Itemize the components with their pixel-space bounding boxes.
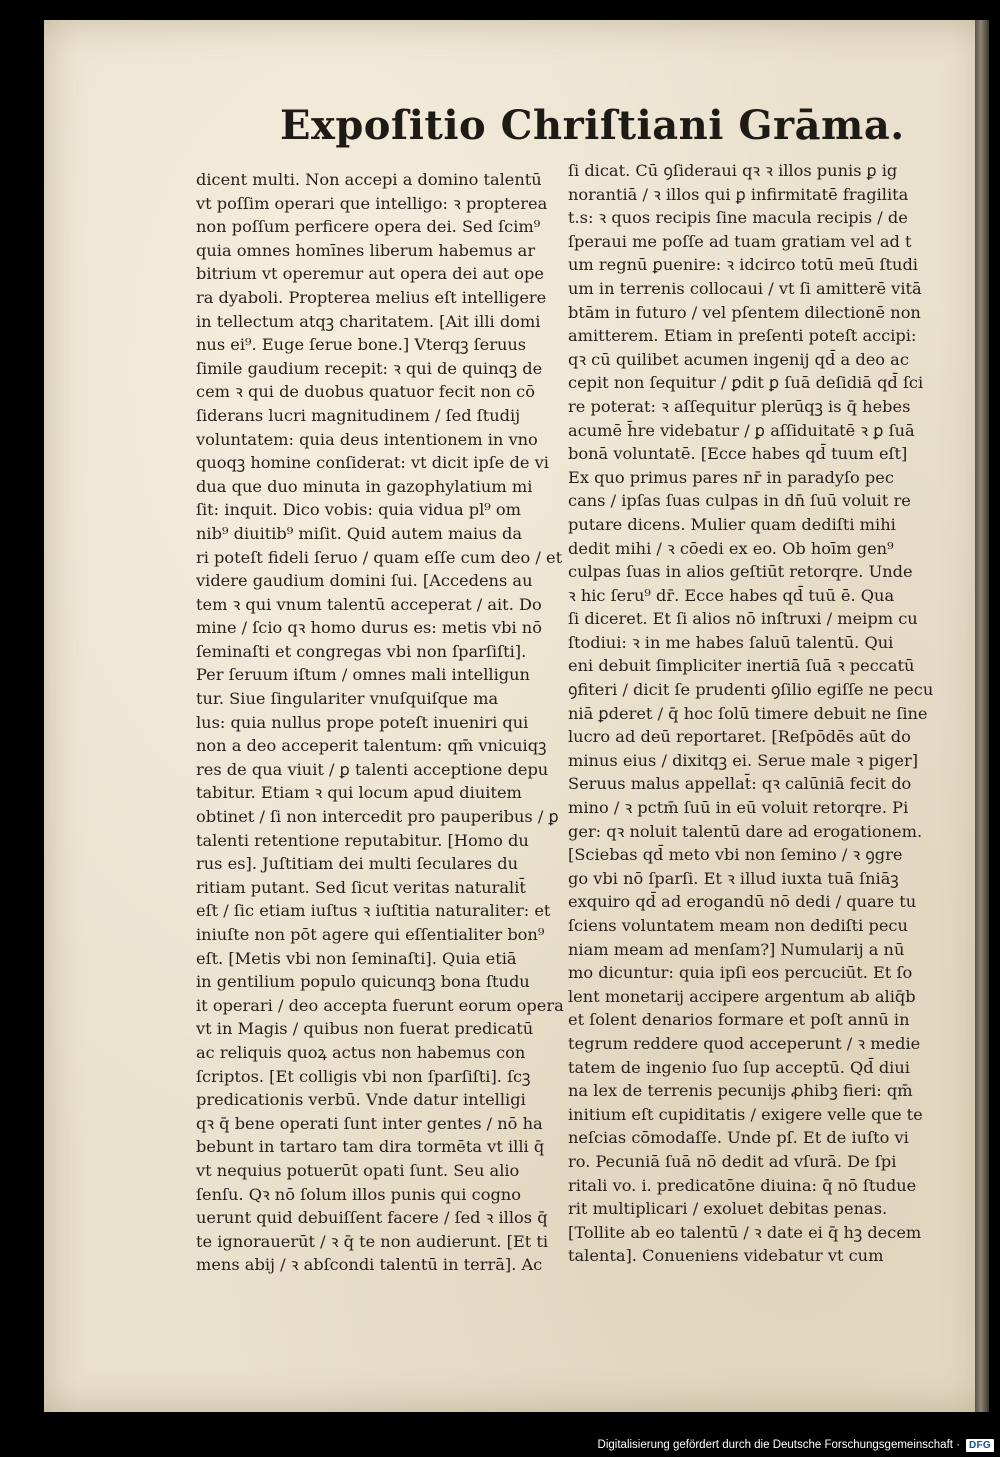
text-line: vt poſſim operari que intelligo: ꝛ propterea [196,193,548,213]
right-column [568,159,938,1268]
text-line: culpas ſuas in alios geſtiūt retorqre. Unde [568,562,913,582]
text-line: cans / ipſas ſuas culpas in dn̄ ſuū voluit re [568,491,911,511]
text-line: ſenſu. Qꝛ nō ſolum illos punis qui cogno [196,1184,521,1204]
dfg-logo: DFG [966,1439,994,1452]
text-line: [Tollite ab eo talentū / ꝛ date ei q̄ hꝫ decem [568,1222,922,1242]
text-line: amitterem. Etiam in preſenti poteſt accipi: [568,326,917,346]
text-line: acumē h̄re videbatur / ꝑ aſſiduitatē ꝛ ꝑ ſuā [568,420,915,440]
text-line: ſi diceret. Et ſi alios nō inſtruxi / meipm cu [568,609,918,629]
text-line: quoqꝫ homine conſiderat: vt dicit ipſe de vi [196,453,549,473]
text-line: neſcias cōmodaſſe. Unde pſ. Et de iuſto vi [568,1128,909,1148]
text-line: ſit: inquit. Dico vobis: quia vidua pl⁹ om [196,500,522,520]
text-line: bonā voluntatē. [Ecce habes qd̄ tuum eſt] [568,444,908,464]
text-line: ſi dicat. Cū ꝯſideraui qꝛ ꝛ illos punis ꝑ ig [568,161,898,180]
text-line: tatem de ingenio ſuo ſup acceptū. Qd̄ diui [568,1057,910,1077]
text-line: putare dicens. Mulier quam dediſti mihi [568,514,896,534]
page-title: Expoſitio Chriſtiani Grāma. [280,102,905,149]
text-line: tegrum reddere quod acceperunt / ꝛ medie [568,1033,921,1053]
text-line: ſperaui me poſſe ad tuam gratiam vel ad t [568,231,912,251]
text-line: cepit non ſequitur / ꝑdit ꝑ ſuā deſidiā qd̄ ſci [568,373,924,393]
text-line: ritali vo. i. predicatōne diuina: q̄ nō ſtudue [568,1175,917,1195]
text-line: eſt. [Metis vbi non ſeminaſti]. Quia etiā [196,948,517,968]
text-line: tem ꝛ qui vnum talentū acceperat / ait. Do [196,594,542,614]
text-line: Ex quo primus pares nr̄ in paradyſo pec [568,467,894,487]
text-line: ſtodiui: ꝛ in me habes ſaluū talentū. Qui [568,632,894,652]
text-line: re poterat: ꝛ aſſequitur plerūqꝫ is q̄ hebes [568,396,911,416]
text-line: rus es]. Juſtitiam dei multi ſeculares du [196,854,519,874]
text-line: initium eſt cupiditatis / exigere velle que te [568,1104,923,1124]
text-line: ſimile gaudium recepit: ꝛ qui de quinqꝫ de [196,358,543,378]
text-line: ger: qꝛ noluit talentū dare ad erogationem. [568,821,923,841]
text-line: uerunt quid debuiſſent facere / ſed ꝛ illos q̄ [196,1208,548,1228]
text-line: res de qua viuit / ꝑ talenti acceptione depu [196,759,549,779]
page-edge [975,20,989,1412]
text-line: ꝯfiteri / dicit ſe prudenti ꝯſilio egiſſe ne pecu [568,680,934,700]
text-line: in gentilium populo quicunqꝫ bona ſtudu [196,972,530,992]
text-line: um in terrenis collocaui / vt ſi amitterē vitā [568,278,922,298]
text-line: talenti retentione reputabitur. [Homo du [196,830,529,850]
text-line: dicent multi. Non accepi a domino talentū [196,170,542,189]
text-line: te ignorauerūt / ꝛ q̄ te non audierunt. [Et ti [196,1231,549,1251]
text-line: eni debuit ſimpliciter inertiā ſuā ꝛ peccatū [568,656,915,676]
text-line: et ſolent denarios formare et poſt annū in [568,1010,910,1030]
text-line: non poſſum perficere opera dei. Sed ſcim⁹ [196,217,541,237]
text-line: norantiā / ꝛ illos qui ꝑ infirmitatē fragilita [568,184,909,204]
text-line: obtinet / ſi non intercedit pro pauperibus / ꝑ [196,807,559,827]
text-line: mine / ſcio qꝛ homo durus es: metis vbi nō [196,618,542,638]
text-line: na lex de terrenis pecunijs ꝓhibꝫ fieri: qm̄ [568,1081,913,1101]
text-line: ra dyaboli. Propterea melius eſt intelligere [196,287,547,307]
text-line: minus eius / dixitqꝫ ei. Serue male ꝛ piger] [568,750,919,770]
text-line: non a deo acceperit talentum: qm̄ vnicuiqꝫ [196,736,547,756]
left-column [196,168,568,1277]
text-line: quia omnes homīnes liberum habemus ar [196,240,536,260]
text-line: um regnū ꝑuenire: ꝛ idcirco totū meū ſtudi [568,255,918,275]
text-line: ritiam putant. Sed ſicut veritas naturalit̄ [196,877,526,897]
text-line: vt nequius potuerūt opati ſunt. Seu alio [196,1160,520,1180]
text-line: ſeminaſti et congregas vbi non ſparſiſti]. [196,641,527,661]
text-line: qꝛ cū quilibet acumen ingenij qd̄ a deo ac [568,349,909,369]
text-line: in tellectum atqꝫ charitatem. [Ait illi domi [196,311,541,331]
text-line: mino / ꝛ pctm̄ ſuū in eū voluit retorqre. Pi [568,798,909,818]
text-line: voluntatem: quia deus intentionem in vno [196,429,538,449]
text-line: tur. Siue ſingulariter vnuſquiſque ma [196,689,499,709]
footer-credit [597,1436,994,1454]
text-line: ſiderans lucri magnitudinem / ſed ſtudij [196,405,521,425]
text-line: iniuſte non pōt agere qui eſſentialiter bon⁹ [196,925,545,944]
text-line: go vbi nō ſparſi. Et ꝛ illud iuxta tuā ſniāꝫ [568,868,899,888]
text-line: ro. Pecuniā ſuā nō dedit ad vſurā. De ſpi [568,1151,897,1171]
text-line: lucro ad deū reportaret. [Reſpōdēs aūt do [568,727,911,747]
text-line: niam meam ad menſam?] Numularij a nū [568,939,905,959]
text-line: exquiro qd̄ ad erogandū nō dedi / quare tu [568,892,917,912]
text-line: t.s: ꝛ quos recipis ſine macula recipis / de [568,208,908,228]
text-line: nib⁹ diuitib⁹ miſit. Quid autem maius da [196,523,523,543]
text-line: dua que duo minuta in gazophylatium mi [196,476,533,496]
text-line: cem ꝛ qui de duobus quatuor fecit non cō [196,382,535,402]
text-line: ꝛ hic ſeru⁹ dr̄. Ecce habes qd̄ tuū ē. Qua [568,585,895,605]
text-line: lus: quia nullus prope poteſt inueniri qui [196,712,529,732]
text-line: it operari / deo accepta fuerunt eorum opera [196,995,564,1015]
text-line: bebunt in tartaro tam dira tormēta vt illi q̄ [196,1137,545,1157]
text-line: ri poteſt fideli ſeruo / quam eſſe cum deo / et [196,547,563,567]
text-line: rit multiplicari / exoluet debitas penas. [568,1199,888,1219]
text-line: ſciens voluntatem meam non dediſti pecu [568,916,908,935]
footer-text: Digitalisierung gefördert durch die Deutsche Forschungsgemeinschaft · [597,1439,960,1451]
text-line: lent monetarij accipere argentum ab aliq̄b [568,986,916,1006]
text-line: ſcriptos. [Et colligis vbi non ſparſiſti]. ſcꝫ [196,1066,531,1086]
text-line: vt in Magis / quibus non fuerat predicatū [196,1019,534,1039]
text-line: videre gaudium domini ſui. [Accedens au [196,571,533,591]
text-line: talenta]. Conueniens videbatur vt cum [568,1246,884,1266]
text-line: mo dicuntur: quia ipſi eos percuciūt. Et ſo [568,963,913,983]
text-line: predicationis verbū. Vnde datur intelligi [196,1090,526,1110]
text-line: [Sciebas qd̄ meto vbi non ſemino / ꝛ ꝯgre [568,845,903,865]
text-line: mens abij / ꝛ abſcondi talentū in terrā]. Ac [196,1255,543,1275]
text-line: bitrium vt operemur aut opera dei aut ope [196,264,544,284]
text-line: eſt / ſic etiam iuſtus ꝛ iuſtitia naturaliter: et [196,901,551,921]
text-line: btām in futuro / vel pſentem dilectionē non [568,302,921,322]
text-line: niā ꝑderet / q̄ hoc ſolū timere debuit ne ſine [568,703,928,723]
text-line: ac reliquis quoꝝ actus non habemus con [196,1042,526,1062]
text-line: Seruus malus appellat̄: qꝛ calūniā fecit do [568,774,912,794]
text-line: qꝛ q̄ bene operati ſunt inter gentes / nō ha [196,1113,543,1133]
text-line: Per ſeruum iſtum / omnes mali intelligun [196,665,530,685]
text-line: dedit mihi / ꝛ cōedi ex eo. Ob hoīm gen⁹ [568,538,894,558]
text-line: tabitur. Etiam ꝛ qui locum apud diuitem [196,783,522,803]
text-line: nus ei⁹. Euge ſerue bone.] Vterqꝫ ſeruus [196,335,527,355]
